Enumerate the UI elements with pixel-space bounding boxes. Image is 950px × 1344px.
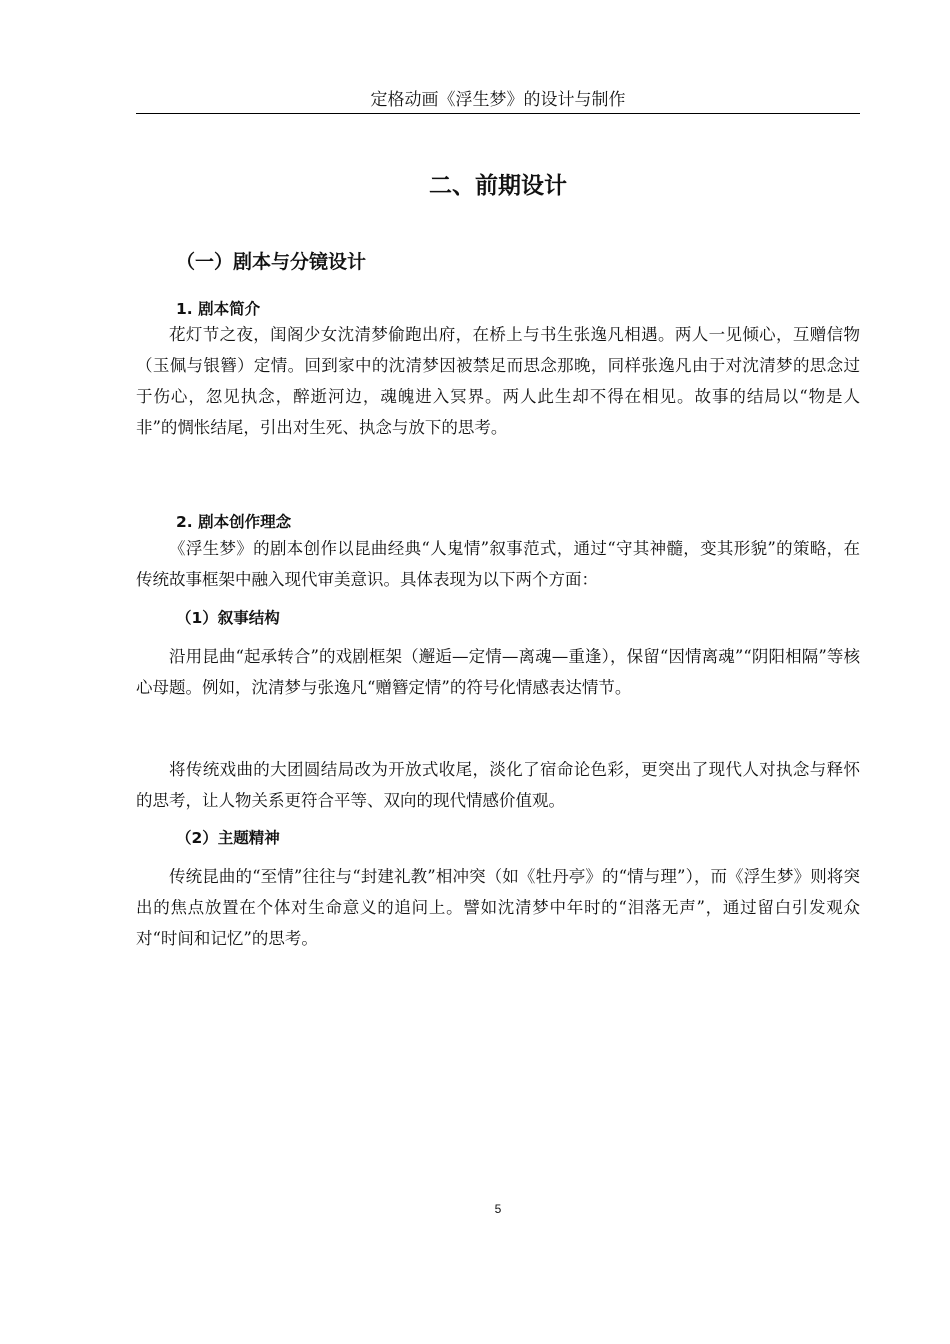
subsection-heading-narrative-structure: （1）叙事结构 xyxy=(176,609,280,627)
running-header: 定格动画《浮生梦》的设计与制作 xyxy=(370,90,626,110)
chapter-title: 二、前期设计 xyxy=(429,173,567,199)
paragraph-theme-spirit: 传统昆曲的“至情”往往与“封建礼教”相冲突（如《牡丹亭》的“情与理”），而《浮生梦》则将突出的焦点放置在个体对生命意义的追问上。譬如沈清梦中年时的“泪落无声”，通过留白引发观众对“时间和记忆”的思考。 xyxy=(136,867,860,948)
page-number: 5 xyxy=(494,1202,502,1216)
paragraph-open-ending: 将传统戏曲的大团圆结局改为开放式收尾，淡化了宿命论色彩，更突出了现代人对执念与释怀的思考，让人物关系更符合平等、双向的现代情感价值观。 xyxy=(136,760,860,810)
section-title: （一）剧本与分镜设计 xyxy=(176,251,367,273)
subsection-heading-script-intro: 1. 剧本简介 xyxy=(176,300,261,318)
paragraph-script-synopsis: 花灯节之夜，闺阁少女沈清梦偷跑出府，在桥上与书生张逸凡相遇。两人一见倾心，互赠信物（玉佩与银簪）定情。回到家中的沈清梦因被禁足而思念那晚，同样张逸凡由于对沈清梦的思念过于伤心，忽见执念，醉逝河边，魂魄进入冥界。两人此生却不得在相见。故事的结局以“物是人非”的惆怅结尾，引出对生死、执念与放下的思考。 xyxy=(136,325,860,437)
paragraph-creative-concept: 《浮生梦》的剧本创作以昆曲经典“人鬼情”叙事范式，通过“守其神髓，变其形貌”的策略，在传统故事框架中融入现代审美意识。具体表现为以下两个方面： xyxy=(136,539,860,589)
subsection-heading-theme-spirit: （2）主题精神 xyxy=(176,829,280,847)
subsection-heading-creative-concept: 2. 剧本创作理念 xyxy=(176,513,292,531)
header-divider xyxy=(136,113,860,114)
paragraph-narrative-framework: 沿用昆曲“起承转合”的戏剧框架（邂逅—定情—离魂—重逢），保留“因情离魂”“阴阳相隔”等核心母题。例如，沈清梦与张逸凡“赠簪定情”的符号化情感表达情节。 xyxy=(136,647,860,697)
